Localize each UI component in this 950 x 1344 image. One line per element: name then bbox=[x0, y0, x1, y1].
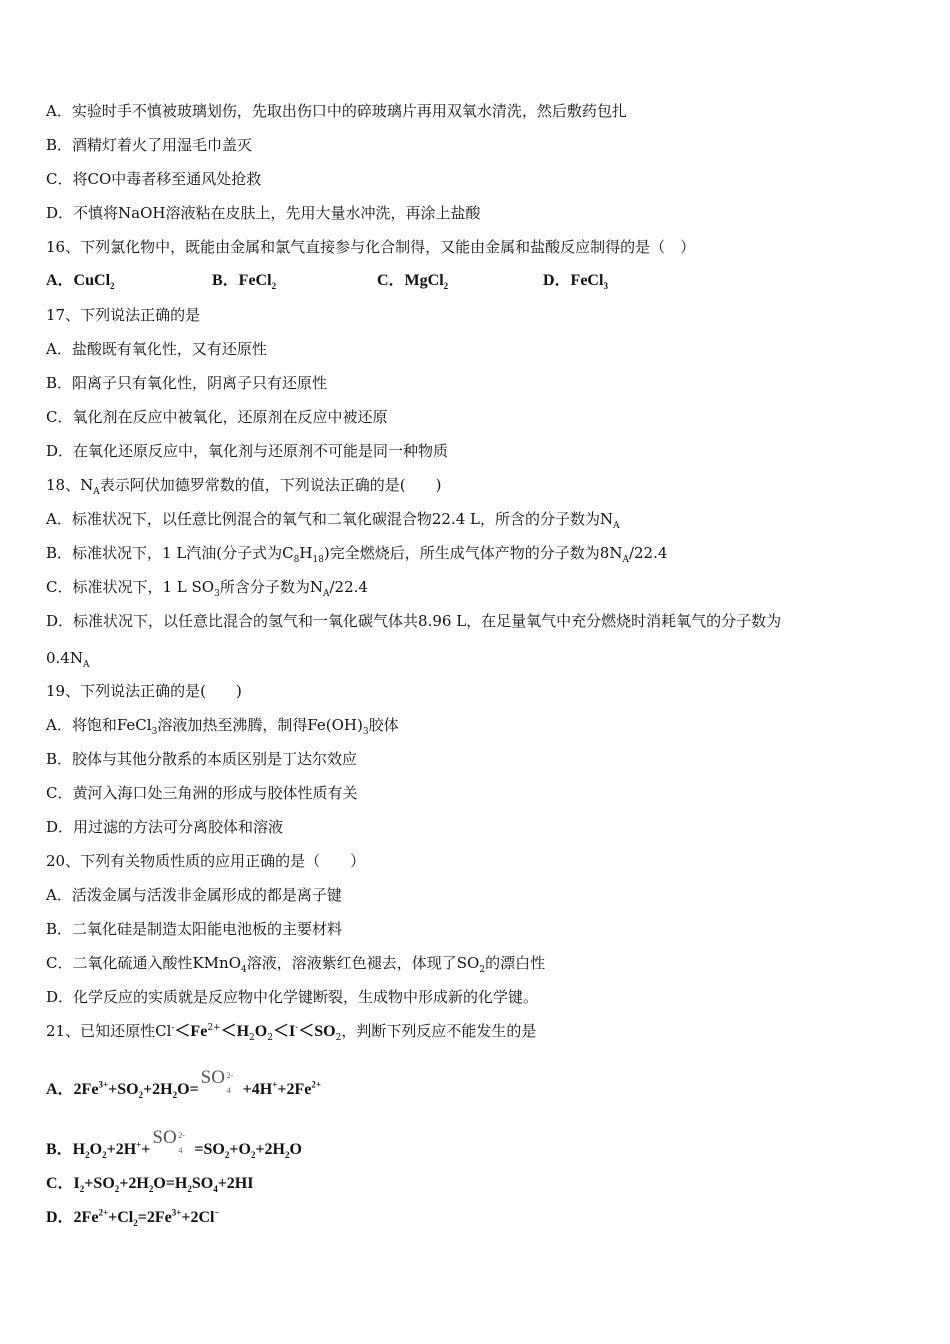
q18-option-a: A．标准状况下，以任意比例混合的氧气和二氧化碳混合物22.4 L，所含的分子数为$N_A$ bbox=[46, 510, 620, 531]
q18-stem: 18、$N_A$表示阿伏加德罗常数的值，下列说法正确的是( ) bbox=[46, 476, 442, 497]
q18-option-d: D．标准状况下，以任意比混合的氢气和一氧化碳气体共8.96 L，在足量氧气中充分燃烧时消耗氧气的分子数为 bbox=[46, 612, 782, 630]
q17-option-d: D．在氧化还原反应中，氧化剂与还原剂不可能是同一种物质 bbox=[46, 442, 449, 460]
q16-option-c: C．MgCl$_2$ bbox=[377, 272, 449, 292]
q20-option-c: C．二氧化硫通入酸性KMnO$_4$溶液，溶液紫红色褪去，体现了$SO_2$的漂白性 bbox=[46, 954, 546, 975]
q18-option-d-continued: $0.4N_A$ bbox=[46, 649, 90, 670]
q16-option-b: B．FeCl$_2$ bbox=[212, 272, 277, 292]
q21-option-c: C．$I_2+SO_2+2H_2O=H_2SO_4+2HI$ bbox=[46, 1175, 254, 1195]
q15-option-a: A．实验时手不慎被玻璃划伤，先取出伤口中的碎玻璃片再用双氧水清洗，然后敷药包扎 bbox=[46, 102, 627, 120]
q20-option-b: B．二氧化硅是制造太阳能电池板的主要材料 bbox=[46, 920, 343, 938]
q21-stem: 21、已知还原性$Cl^-<Fe^{2+}<H_2O_2<I^-<SO_2$，判断下列反应不能发生的是 bbox=[46, 1022, 537, 1043]
q19-option-b: B．胶体与其他分散系的本质区别是丁达尔效应 bbox=[46, 750, 358, 768]
q21-option-d: D．$2Fe^{2+}+Cl_2=2Fe^{3+}+2Cl^-$ bbox=[46, 1207, 220, 1229]
q15-option-b: B．酒精灯着火了用湿毛巾盖灭 bbox=[46, 136, 253, 154]
q19-option-c: C．黄河入海口处三角洲的形成与胶体性质有关 bbox=[46, 784, 358, 802]
q16-stem: 16、下列氯化物中，既能由金属和氯气直接参与化合制得，又能由金属和盐酸反应制得的是（ ） bbox=[46, 238, 696, 256]
q17-option-c: C．氧化剂在反应中被氧化，还原剂在反应中被还原 bbox=[46, 408, 388, 426]
q17-stem: 17、下列说法正确的是 bbox=[46, 306, 201, 324]
q17-option-a: A．盐酸既有氧化性，又有还原性 bbox=[46, 340, 267, 358]
q20-stem: 20、下列有关物质性质的应用正确的是（ ） bbox=[46, 852, 366, 870]
q17-option-b: B．阳离子只有氧化性，阴离子只有还原性 bbox=[46, 374, 328, 392]
q19-option-d: D．用过滤的方法可分离胶体和溶液 bbox=[46, 818, 284, 836]
q20-option-a: A．活泼金属与活泼非金属形成的都是离子键 bbox=[46, 886, 342, 904]
q21-option-a: A．$2Fe^{3+}+SO_2+2H_2O=$ SO 2- 4 $+4H^++2Fe^{2+}$ bbox=[46, 1067, 322, 1101]
q16-option-a: A．CuCl$_2$ bbox=[46, 272, 115, 292]
q15-option-c: C．将CO中毒者移至通风处抢救 bbox=[46, 170, 262, 188]
q21-option-b: B．$H_2O_2+2H^++$ SO 2- 4 $=SO_2+O_2+2H_2O$ bbox=[46, 1127, 302, 1161]
q19-option-a: A．将饱和FeCl$_3$溶液加热至沸腾，制得$Fe(OH)_3$胶体 bbox=[46, 716, 399, 737]
q16-option-d: D．FeCl$_3$ bbox=[543, 272, 608, 292]
q15-option-d: D．不慎将NaOH溶液粘在皮肤上，先用大量水冲洗，再涂上盐酸 bbox=[46, 204, 481, 222]
sulfate-ion-formula: SO 2- 4 bbox=[200, 1067, 234, 1095]
q20-option-d: D．化学反应的实质就是反应物中化学键断裂，生成物中形成新的化学键。 bbox=[46, 988, 539, 1006]
q18-option-b: B．标准状况下，1 L汽油(分子式为$C_8H_{18}$)完全燃烧后，所生成气体产物的分子数为$8N_A/22.4$ bbox=[46, 544, 668, 565]
sulfate-ion-formula: SO 2- 4 bbox=[152, 1127, 186, 1155]
q18-option-c: C．标准状况下，1 L $SO_3$所含分子数为$N_A/22.4$ bbox=[46, 578, 368, 599]
q19-stem: 19、下列说法正确的是( ) bbox=[46, 682, 242, 700]
